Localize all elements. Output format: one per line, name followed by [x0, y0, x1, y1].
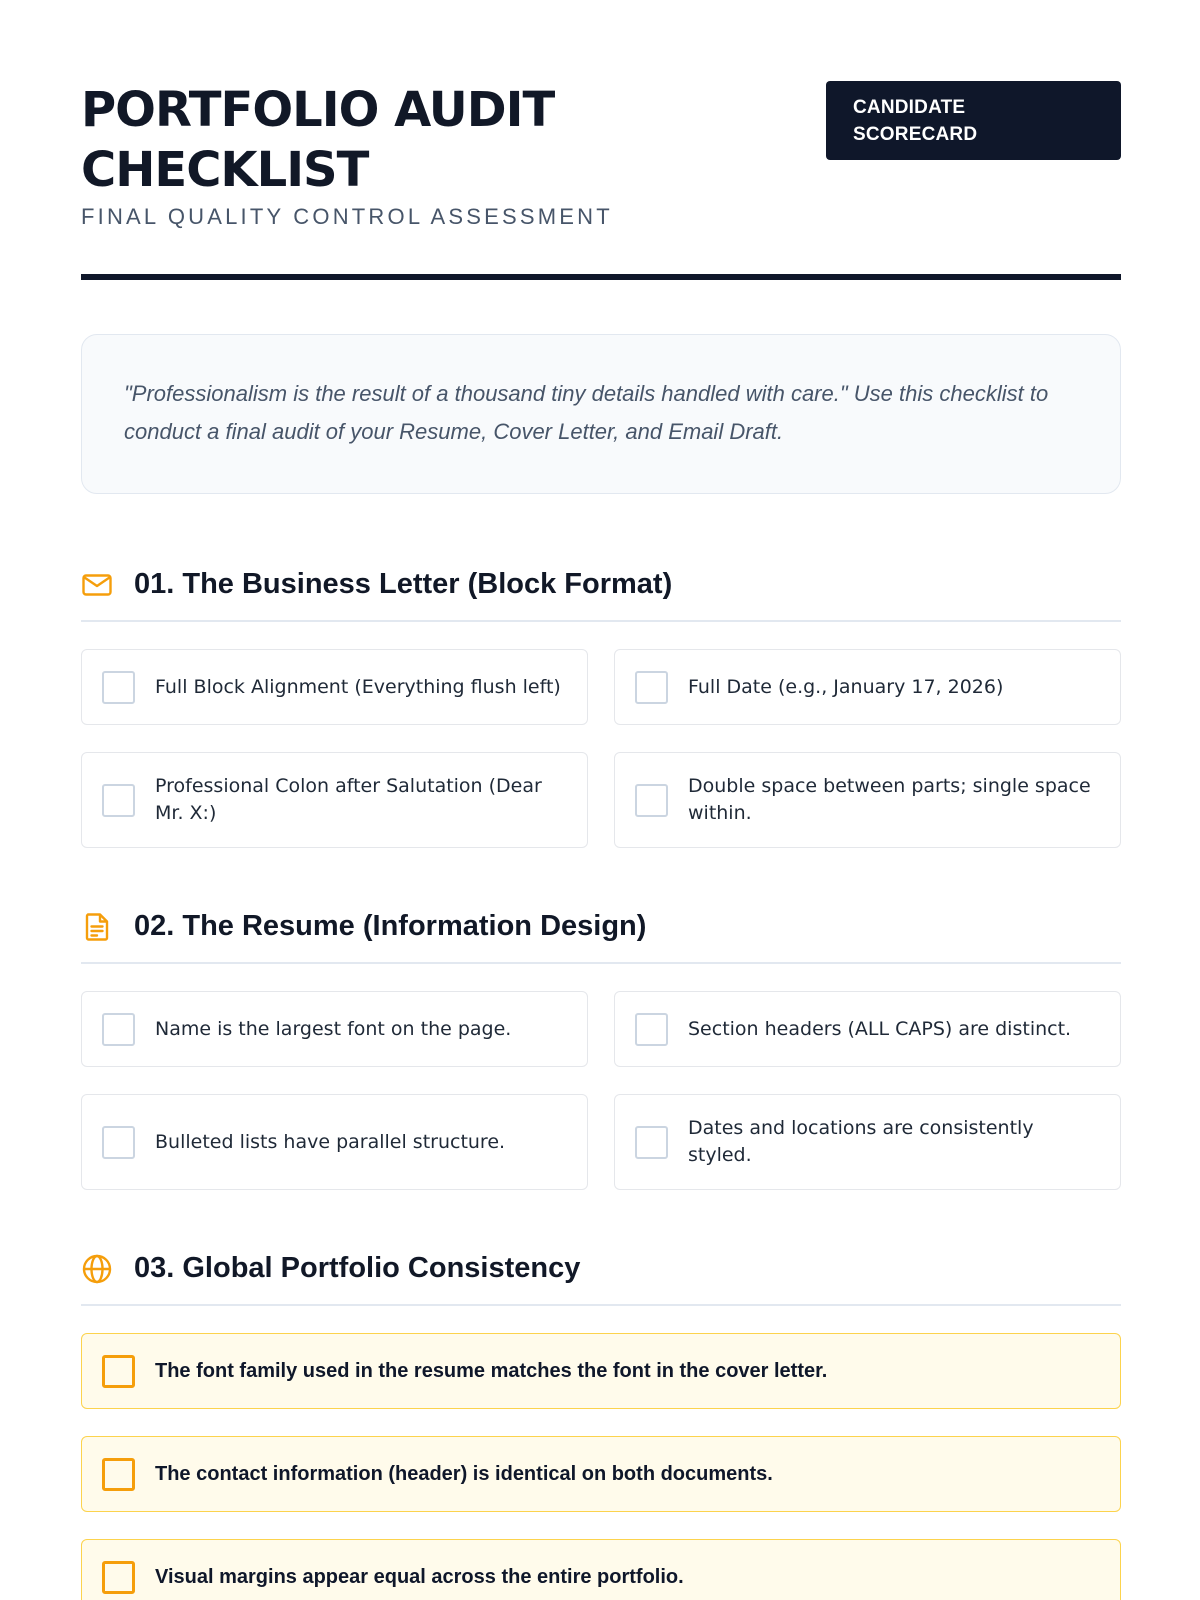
section-title: 03. Global Portfolio Consistency	[134, 1252, 581, 1284]
checklist-item-label: Section headers (ALL CAPS) are distinct.	[688, 1017, 1072, 1040]
globe-icon	[81, 1253, 113, 1285]
checklist-item-label: Name is the largest font on the page.	[155, 1017, 512, 1040]
intro-quote: "Professionalism is the result of a thousand tiny details handled with care." Use this checklist to conduct a final audit of your Resume, Cover Letter, and Email Draft.	[81, 334, 1121, 494]
checklist-item[interactable]	[81, 1094, 588, 1190]
section-title: 02. The Resume (Information Design)	[134, 910, 647, 942]
checkbox[interactable]	[102, 1126, 135, 1159]
checkbox[interactable]	[635, 1126, 668, 1159]
page-subtitle: FINAL QUALITY CONTROL ASSESSMENT	[81, 204, 613, 229]
section-resume	[81, 906, 1121, 946]
section-title: 01. The Business Letter (Block Format)	[134, 568, 673, 600]
section-business-letter	[81, 564, 1121, 604]
page-title: PORTFOLIO AUDIT CHECKLIST	[81, 82, 555, 198]
checkbox[interactable]	[635, 784, 668, 817]
priority-checklist-item[interactable]	[81, 1436, 1121, 1512]
document-icon	[81, 911, 113, 943]
mail-icon	[81, 569, 113, 601]
section-divider	[81, 620, 1121, 622]
priority-checklist-item[interactable]	[81, 1539, 1121, 1600]
checklist-item[interactable]	[614, 649, 1121, 725]
checklist-item[interactable]	[81, 649, 588, 725]
checkbox[interactable]	[102, 1561, 135, 1594]
checklist-item[interactable]	[81, 991, 588, 1067]
priority-checklist-item[interactable]	[81, 1333, 1121, 1409]
checklist-item-label: Dates and locations are consistently styled.	[688, 1117, 1034, 1166]
section-divider	[81, 1304, 1121, 1306]
candidate-scorecard-badge: CANDIDATE SCORECARD	[826, 81, 1121, 160]
checklist-item-label: Full Block Alignment (Everything flush left)	[155, 675, 561, 698]
checkbox[interactable]	[102, 784, 135, 817]
section-divider	[81, 962, 1121, 964]
checklist-item-label: Double space between parts; single space within.	[688, 775, 1091, 824]
checklist-item-label: Professional Colon after Salutation (Dear Mr. X:)	[155, 775, 542, 824]
checklist-item-label: The contact information (header) is identical on both documents.	[155, 1462, 773, 1485]
checklist-item-label: The font family used in the resume matches the font in the cover letter.	[155, 1359, 828, 1382]
checklist-item[interactable]	[81, 752, 588, 848]
checkbox[interactable]	[635, 671, 668, 704]
section-global-consistency	[81, 1248, 1121, 1288]
checkbox[interactable]	[102, 1013, 135, 1046]
checkbox[interactable]	[102, 1458, 135, 1491]
header-divider	[81, 274, 1121, 280]
checklist-item[interactable]	[614, 752, 1121, 848]
checklist-item[interactable]	[614, 1094, 1121, 1190]
checkbox[interactable]	[102, 671, 135, 704]
checklist-item-label: Bulleted lists have parallel structure.	[155, 1130, 506, 1153]
checklist-item[interactable]	[614, 991, 1121, 1067]
header	[81, 0, 1121, 282]
checklist-item-label: Full Date (e.g., January 17, 2026)	[688, 675, 1004, 698]
checkbox[interactable]	[102, 1355, 135, 1388]
checkbox[interactable]	[635, 1013, 668, 1046]
audit-checklist-page	[81, 0, 1121, 1588]
checklist-item-label: Visual margins appear equal across the entire portfolio.	[155, 1565, 684, 1588]
